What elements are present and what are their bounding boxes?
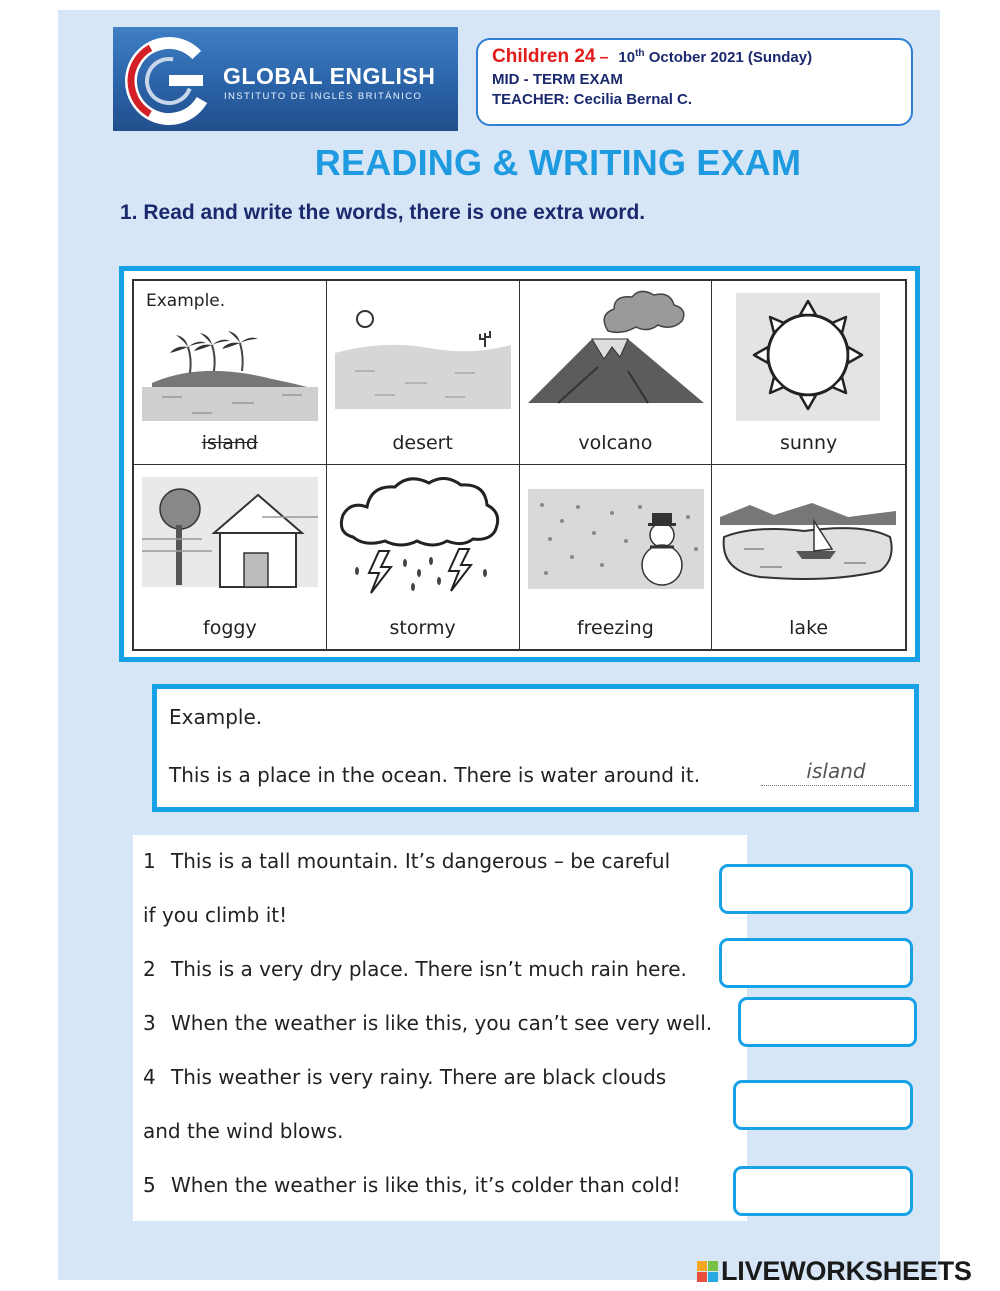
grid-example-label: Example. (146, 291, 226, 311)
question-text: When the weather is like this, it’s colder than cold! (171, 1173, 681, 1197)
picture-word-freezing: freezing (576, 617, 654, 639)
storm-cloud-icon (335, 477, 511, 601)
teacher-name: TEACHER: Cecilia Bernal C. (492, 91, 693, 108)
desert-icon (335, 293, 511, 421)
exam-info-box (476, 38, 913, 126)
question-number: 4 (143, 1065, 156, 1089)
foggy-house-icon (142, 477, 318, 601)
liveworksheets-brand: LIVEWORKSHEETS (721, 1256, 972, 1286)
picture-cell-sunny (712, 281, 905, 465)
answer-box-4[interactable] (733, 1080, 913, 1130)
question-1 (143, 849, 670, 873)
picture-word-foggy: foggy (203, 617, 257, 639)
question-number: 5 (143, 1173, 156, 1197)
logo-tagline: INSTITUTO DE INGLÉS BRITÁNICO (224, 91, 423, 102)
date-day: 10 (618, 49, 636, 66)
question-4-continued (143, 1119, 343, 1143)
questions-panel (133, 835, 747, 1221)
picture-cell-stormy (327, 465, 520, 649)
liveworksheets-logo-icon (697, 1261, 718, 1282)
logo-brand-text: GLOBAL ENGLISH (223, 63, 436, 89)
volcano-icon (528, 287, 704, 419)
picture-cell-lake (712, 465, 905, 649)
picture-cell-freezing (520, 465, 713, 649)
lake-sailboat-icon (720, 477, 896, 601)
example-label: Example. (169, 705, 263, 729)
instruction: 1. Read and write the words, there is one extra word. (120, 201, 646, 224)
question-number: 2 (143, 957, 156, 981)
snowman-icon (528, 477, 704, 601)
example-answer: island (761, 759, 911, 786)
question-text: This weather is very rainy. There are black clouds (171, 1065, 667, 1089)
logo-g-icon (123, 35, 219, 125)
picture-word-lake: lake (789, 617, 829, 639)
class-name: Children 24 (492, 46, 596, 67)
picture-cell-foggy (134, 465, 327, 649)
date-rest: October 2021 (Sunday) (648, 49, 813, 66)
question-1-continued (143, 903, 287, 927)
picture-grid (132, 279, 907, 651)
picture-word-stormy: stormy (389, 617, 456, 639)
picture-cell-desert (327, 281, 520, 465)
exam-type: MID - TERM EXAM (492, 71, 623, 88)
question-4 (143, 1065, 666, 1089)
question-text: if you climb it! (143, 903, 288, 927)
question-number: 1 (143, 849, 156, 873)
answer-box-5[interactable] (733, 1166, 913, 1216)
example-sentence: This is a place in the ocean. There is water around it. (169, 763, 701, 787)
picture-grid-frame (119, 266, 920, 662)
date-suffix: th (635, 48, 645, 59)
question-2 (143, 957, 687, 981)
picture-word-island: island (201, 432, 258, 454)
question-3 (143, 1011, 712, 1035)
question-5 (143, 1173, 681, 1197)
question-text: This is a very dry place. There isn’t much rain here. (171, 957, 687, 981)
picture-cell-volcano (520, 281, 713, 465)
question-text: This is a tall mountain. It’s dangerous – be careful (171, 849, 671, 873)
question-number: 3 (143, 1011, 156, 1035)
liveworksheets-footer (697, 1256, 972, 1287)
page-title: READING & WRITING EXAM (314, 142, 802, 183)
global-english-logo (113, 27, 458, 131)
class-dash: – (599, 49, 609, 66)
picture-word-desert: desert (392, 432, 453, 454)
picture-word-volcano: volcano (578, 432, 653, 454)
answer-box-3[interactable] (738, 997, 917, 1047)
answer-box-2[interactable] (719, 938, 913, 988)
answer-box-1[interactable] (719, 864, 913, 914)
sun-icon (720, 293, 896, 423)
question-text: When the weather is like this, you can’t see very well. (171, 1011, 713, 1035)
example-box (152, 684, 919, 812)
picture-cell-island (134, 281, 327, 465)
question-text: and the wind blows. (143, 1119, 344, 1143)
island-icon (142, 321, 318, 441)
class-date-line (492, 46, 911, 68)
picture-word-sunny: sunny (779, 432, 838, 454)
